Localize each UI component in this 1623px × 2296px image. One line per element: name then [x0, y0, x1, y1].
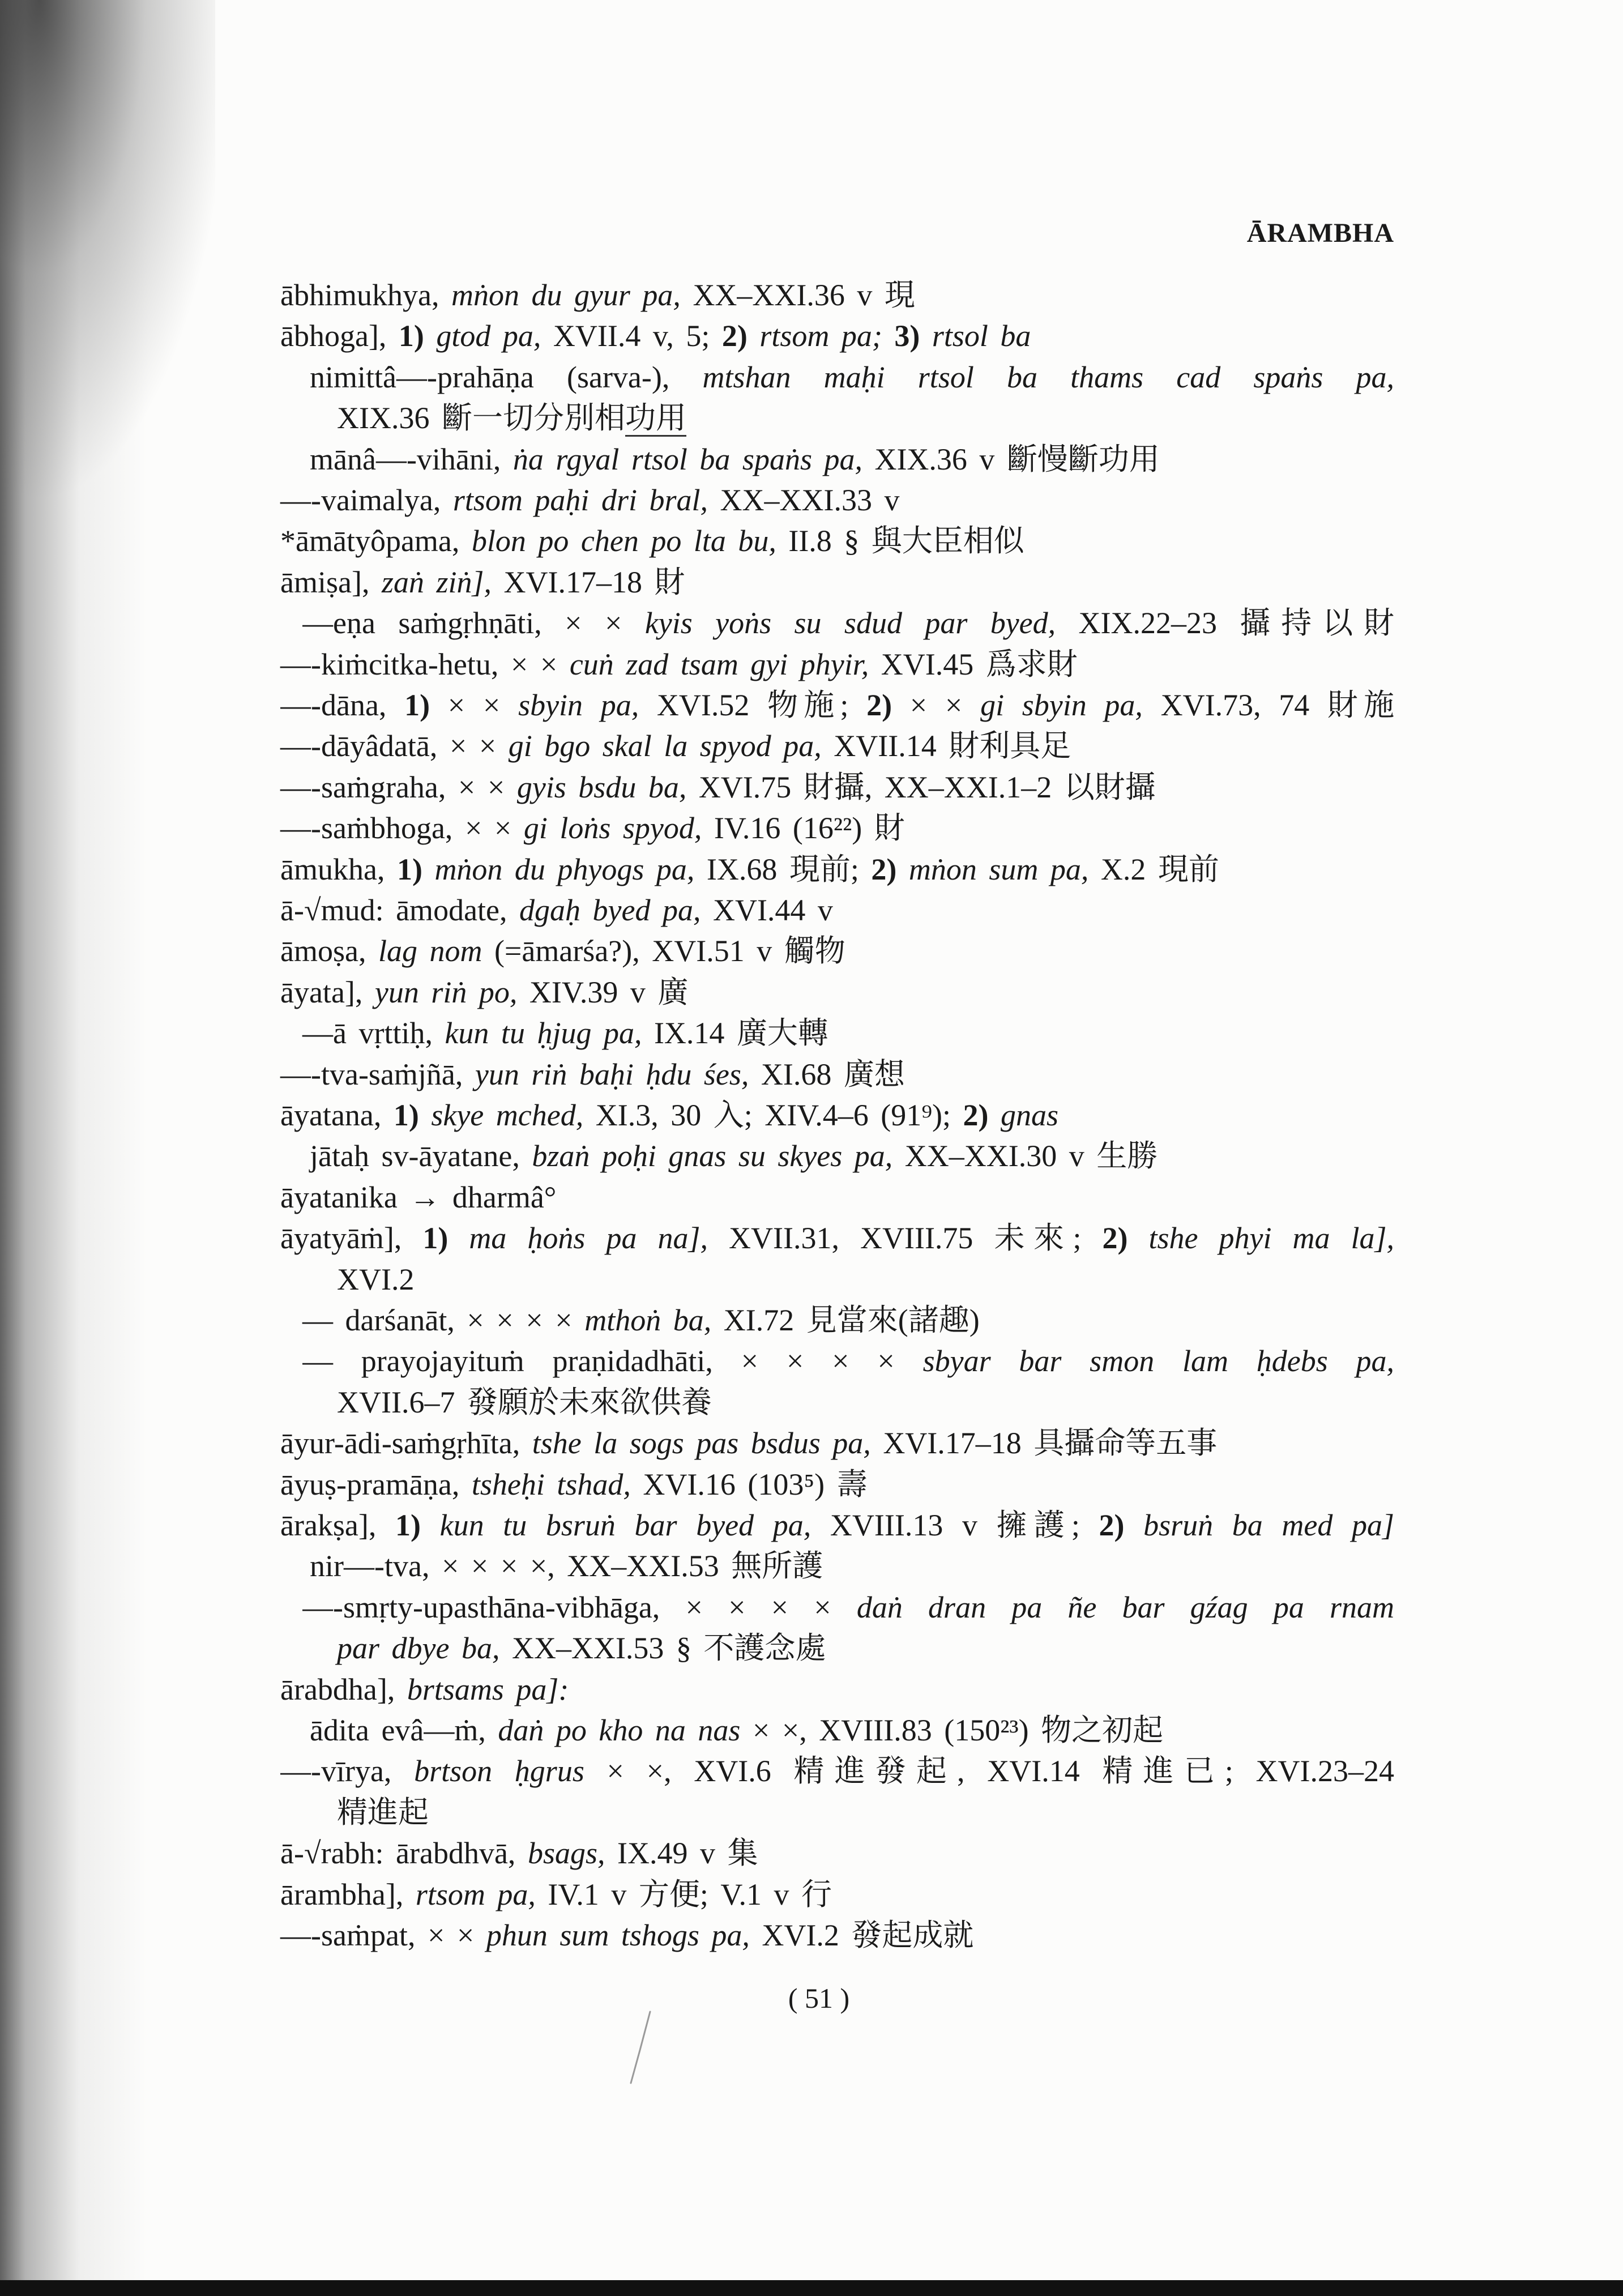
omission-marks: × × × ×, [441, 1549, 555, 1583]
sanskrit-term: —-dāyâdatā, [280, 729, 438, 763]
sense-number: 1) [393, 1098, 419, 1132]
tibetan-equivalent: kun tu bsruṅ bar byed pa, [439, 1508, 812, 1542]
tibetan-equivalent: gi bgo skal la spyod pa, [508, 729, 822, 763]
tibetan-equivalent: bsags, [527, 1836, 605, 1870]
citation: IX.68 現前; [706, 852, 859, 886]
citation: XVII.14 財利具足 [834, 729, 1071, 763]
omission-marks: × × × × [685, 1590, 831, 1624]
citation: IX.14 廣大轉 [654, 1016, 828, 1050]
citation: IV.1 v 方便; V.1 v 行 [548, 1877, 832, 1911]
sanskrit-term: ābhoga], [280, 319, 387, 353]
sense-number: 1) [395, 1508, 421, 1542]
citation: XVI.75 財攝, XX–XXI.1–2 以財攝 [698, 770, 1156, 804]
entry-line [280, 275, 915, 315]
chinese-equivalent: 斷一切分別相 [441, 401, 625, 435]
tibetan-equivalent: mṅon du phyogs pa, [434, 852, 695, 886]
tibetan-equivalent: yun riṅ po, [374, 975, 518, 1009]
citation: (=āmarśa?), XVI.51 v 觸物 [494, 934, 845, 968]
entry-line [280, 685, 1394, 725]
tibetan-equivalent: daṅ dran pa ñe bar gźag pa rnam [856, 1590, 1394, 1624]
entry-line [280, 767, 1156, 808]
entry-line [280, 931, 845, 971]
citation: XVII.31, XVIII.75 未來; [729, 1221, 1082, 1255]
sanskrit-term: —eṇa saṁgṛhṇāti, [302, 606, 542, 640]
entry-line [310, 439, 1160, 480]
tibetan-equivalent: ma ḥoṅs pa na], [469, 1221, 708, 1255]
entry-line [280, 1095, 1058, 1136]
tibetan-equivalent: rtsol ba [932, 319, 1031, 353]
omission-marks: × × [909, 688, 963, 722]
citation: XIX.36 v 斷慢斷功用 [874, 442, 1160, 476]
citation: XVIII.13 v 擁護; [830, 1508, 1080, 1542]
tibetan-equivalent: gi sbyin pa, [980, 688, 1143, 722]
tibetan-equivalent: zaṅ ziṅ], [381, 565, 492, 599]
sense-number: 2) [871, 852, 897, 886]
citation: IV.16 (16²²) 財 [714, 811, 905, 845]
sense-number: 1) [398, 319, 424, 353]
entry-line [280, 725, 1071, 766]
cross-reference: → dharmâ° [409, 1180, 557, 1214]
tibetan-equivalent: daṅ po kho na nas [498, 1713, 741, 1747]
citation: XVII.4 v, 5; [553, 319, 710, 353]
tibetan-equivalent: rtsom pa; [759, 319, 882, 353]
omission-marks: × × × × [467, 1303, 573, 1337]
continuation-line [337, 1628, 826, 1668]
sanskrit-term: ārambha], [280, 1877, 404, 1911]
entry-line [280, 1874, 832, 1915]
entry-line [280, 1218, 1394, 1258]
citation: XVI.16 (103⁵) 壽 [643, 1467, 868, 1501]
sanskrit-term: — darśanāt, [302, 1303, 455, 1337]
citation: XVI.17–18 具攝命等五事 [883, 1426, 1218, 1460]
entry-line [310, 1136, 1158, 1176]
entry-line [280, 1833, 758, 1873]
tibetan-equivalent: sbyin pa, [518, 688, 639, 722]
tibetan-equivalent: skye mched, [431, 1098, 584, 1132]
sanskrit-term: ārabdha], [280, 1672, 395, 1706]
sense-number: 2) [866, 688, 892, 722]
entry-line [280, 1751, 1394, 1791]
entry-line [280, 520, 1024, 561]
sanskrit-term: — prayojayituṁ praṇidadhāti, [302, 1344, 713, 1378]
citation: XVI.52 物施; [656, 688, 849, 722]
tibetan-equivalent: gnas [1001, 1098, 1059, 1132]
entry-line [280, 1464, 868, 1505]
sanskrit-term: —-saṁgraha, [280, 770, 446, 804]
sense-number: 3) [894, 319, 920, 353]
sanskrit-term: ādita evâ—ṁ, [310, 1713, 486, 1747]
entry-line [280, 1177, 556, 1218]
citation: XIX.36 [337, 401, 430, 435]
tibetan-equivalent: tsheḥi tshad, [471, 1467, 631, 1501]
tibetan-equivalent: bsruṅ ba med pa] [1143, 1508, 1394, 1542]
entry-line [280, 562, 685, 603]
citation: XIV.39 v 廣 [529, 975, 689, 1009]
entry-line [280, 315, 1031, 356]
tibetan-equivalent: kun tu ḥjug pa, [445, 1016, 642, 1050]
sanskrit-term: —-smṛty-upasthāna-vibhāga, [302, 1590, 660, 1624]
tibetan-equivalent: bzaṅ poḥi gnas su skyes pa, [532, 1139, 893, 1173]
sanskrit-term: āmiṣa], [280, 565, 370, 599]
tibetan-equivalent: kyis yoṅs su sdud par byed, [644, 606, 1056, 640]
omission-marks: × × [464, 811, 512, 845]
pencil-mark [617, 2005, 663, 2090]
entry-line [280, 1423, 1217, 1463]
citation: XI.3, 30 入; XIV.4–6 (91⁹); [595, 1098, 951, 1132]
entry-line [302, 1300, 980, 1341]
sanskrit-term: *āmātyôpama, [280, 524, 460, 558]
continuation-line [337, 1792, 429, 1833]
underlined-chinese: 功用 [625, 401, 686, 437]
entry-line [280, 1054, 905, 1095]
sanskrit-term: —ā vṛttiḥ, [302, 1016, 433, 1050]
entry-line [280, 1915, 973, 1956]
sanskrit-term: —-kiṁcitka-hetu, [280, 647, 499, 681]
citation: II.8 § 與大臣相似 [788, 524, 1024, 558]
citation: XVI.44 v [712, 893, 833, 927]
sanskrit-term: —-saṁpat, [280, 1918, 416, 1952]
sense-number: 1) [404, 688, 430, 722]
tibetan-equivalent: brtson ḥgrus [414, 1754, 584, 1788]
sense-number: 2) [1102, 1221, 1128, 1255]
chinese-equivalent: 精進起 [337, 1795, 429, 1829]
running-head: ĀRAMBHA [1246, 218, 1394, 248]
tibetan-equivalent: mṅon du gyur pa, [451, 278, 681, 312]
sanskrit-term: āyata], [280, 975, 363, 1009]
tibetan-equivalent: mtshan maḥi rtsol ba thams cad spaṅs pa, [702, 360, 1394, 394]
omission-marks: × × [427, 1918, 475, 1952]
tibetan-equivalent: blon po chen po lta bu, [471, 524, 776, 558]
entry-line [302, 603, 1394, 643]
citation: X.2 現前 [1100, 852, 1219, 886]
tibetan-equivalent: lag nom [378, 934, 482, 968]
citation: XI.68 廣想 [761, 1057, 905, 1091]
tibetan-equivalent: par dbye ba, [337, 1631, 500, 1665]
continuation-line [337, 1259, 414, 1300]
entry-line [310, 357, 1394, 398]
entry-line [280, 808, 905, 848]
tibetan-equivalent: dgaḥ byed pa, [519, 893, 701, 927]
binding-shadow-top [0, 0, 215, 510]
citation: XX–XXI.33 v [720, 483, 900, 517]
omission-marks: × × [449, 729, 497, 763]
citation: × ×, XVIII.83 (150²³) 物之初起 [752, 1713, 1164, 1747]
entry-line [310, 1546, 823, 1586]
continuation-line [337, 398, 686, 438]
tibetan-equivalent: gtod pa, [436, 319, 541, 353]
page-number: ( 51 ) [788, 1982, 850, 2014]
tibetan-equivalent: ṅa rgyal rtsol ba spaṅs pa, [512, 442, 862, 476]
sanskrit-term: āyur-ādi-saṁgṛhīta, [280, 1426, 520, 1460]
sanskrit-term: ābhimukhya, [280, 278, 439, 312]
entry-line [310, 1710, 1163, 1751]
entry-line [280, 1505, 1394, 1546]
omission-marks: × × [458, 770, 505, 804]
tibetan-equivalent: tshe la sogs pas bsdus pa, [532, 1426, 871, 1460]
citation: XVI.73, 74 財施 [1160, 688, 1394, 722]
entry-line [280, 890, 833, 931]
citation: XVI.17–18 財 [503, 565, 685, 599]
citation: XVII.6–7 發願於未來欲供養 [337, 1385, 712, 1419]
sanskrit-term: āyuṣ-pramāṇa, [280, 1467, 460, 1501]
citation: × ×, XVI.6 精進發起, XVI.14 精進已; XVI.23–24 [607, 1754, 1394, 1788]
entry-line [302, 1341, 1394, 1381]
sanskrit-term: nir—-tva, [310, 1549, 430, 1583]
omission-marks: × × [447, 688, 501, 722]
sanskrit-term: āmoṣa, [280, 934, 366, 968]
tibetan-equivalent: sbyar bar smon lam ḥdebs pa, [922, 1344, 1394, 1378]
sanskrit-term: āyatana, [280, 1098, 382, 1132]
entry-line [302, 1013, 828, 1053]
sanskrit-term: nimittâ—-prahāṇa (sarva-), [310, 360, 670, 394]
sanskrit-term: —-vaimalya, [280, 483, 441, 517]
scan-edge [0, 2280, 1623, 2296]
citation: XX–XXI.30 v 生勝 [904, 1139, 1158, 1173]
sanskrit-term: āyatanika [280, 1180, 398, 1214]
sanskrit-term: —-vīrya, [280, 1754, 392, 1788]
sense-number: 1) [422, 1221, 449, 1255]
omission-marks: × × [565, 606, 622, 640]
sanskrit-term: ā-√mud: āmodate, [280, 893, 507, 927]
citation: XX–XXI.36 v 現 [693, 278, 915, 312]
entry-line [280, 644, 1078, 685]
sanskrit-term: ārakṣa], [280, 1508, 377, 1542]
tibetan-equivalent: mthoṅ ba, [584, 1303, 712, 1337]
citation: XVI.2 [337, 1262, 415, 1296]
omission-marks: × × [510, 647, 558, 681]
sanskrit-term: —-tva-saṁjñā, [280, 1057, 463, 1091]
tibetan-equivalent: brtsams pa]: [407, 1672, 569, 1706]
sanskrit-term: jātaḥ sv-āyatane, [310, 1139, 520, 1173]
entry-line [280, 480, 899, 520]
sense-number: 2) [1099, 1508, 1125, 1542]
citation: XVI.45 爲求財 [881, 647, 1078, 681]
sense-number: 2) [963, 1098, 989, 1132]
citation: XI.72 見當來(諸趣) [723, 1303, 980, 1337]
tibetan-equivalent: rtsom pa, [415, 1877, 536, 1911]
entry-line [302, 1587, 1394, 1628]
sanskrit-term: —-saṁbhoga, [280, 811, 453, 845]
tibetan-equivalent: gi loṅs spyod, [523, 811, 702, 845]
citation: XX–XXI.53 § 不護念處 [511, 1631, 826, 1665]
sense-number: 2) [721, 319, 748, 353]
sanskrit-term: āyatyāṁ], [280, 1221, 402, 1255]
citation: XVI.2 發起成就 [762, 1918, 974, 1952]
citation: IX.49 v 集 [617, 1836, 758, 1870]
entry-line [280, 1669, 569, 1710]
tibetan-equivalent: phun sum tshogs pa, [486, 1918, 750, 1952]
sanskrit-term: āmukha, [280, 852, 385, 886]
sanskrit-term: —-dāna, [280, 688, 387, 722]
tibetan-equivalent: yun riṅ baḥi ḥdu śes, [475, 1057, 749, 1091]
citation: XIX.22–23 攝持以財 [1078, 606, 1394, 640]
sense-number: 1) [396, 852, 422, 886]
sanskrit-term: ā-√rabh: ārabdhvā, [280, 1836, 516, 1870]
entry-line [280, 972, 688, 1013]
tibetan-equivalent: cuṅ zad tsam gyi phyir, [569, 647, 869, 681]
sanskrit-term: mānâ—-vihāni, [310, 442, 501, 476]
tibetan-equivalent: rtsom paḥi dri bral, [452, 483, 708, 517]
citation: XX–XXI.53 無所護 [567, 1549, 823, 1583]
entry-line [280, 849, 1219, 890]
omission-marks: × × × × [741, 1344, 895, 1378]
tibetan-equivalent: tshe phyi ma la], [1148, 1221, 1394, 1255]
tibetan-equivalent: mṅon sum pa, [908, 852, 1089, 886]
tibetan-equivalent: gyis bsdu ba, [516, 770, 687, 804]
continuation-line [337, 1382, 712, 1423]
